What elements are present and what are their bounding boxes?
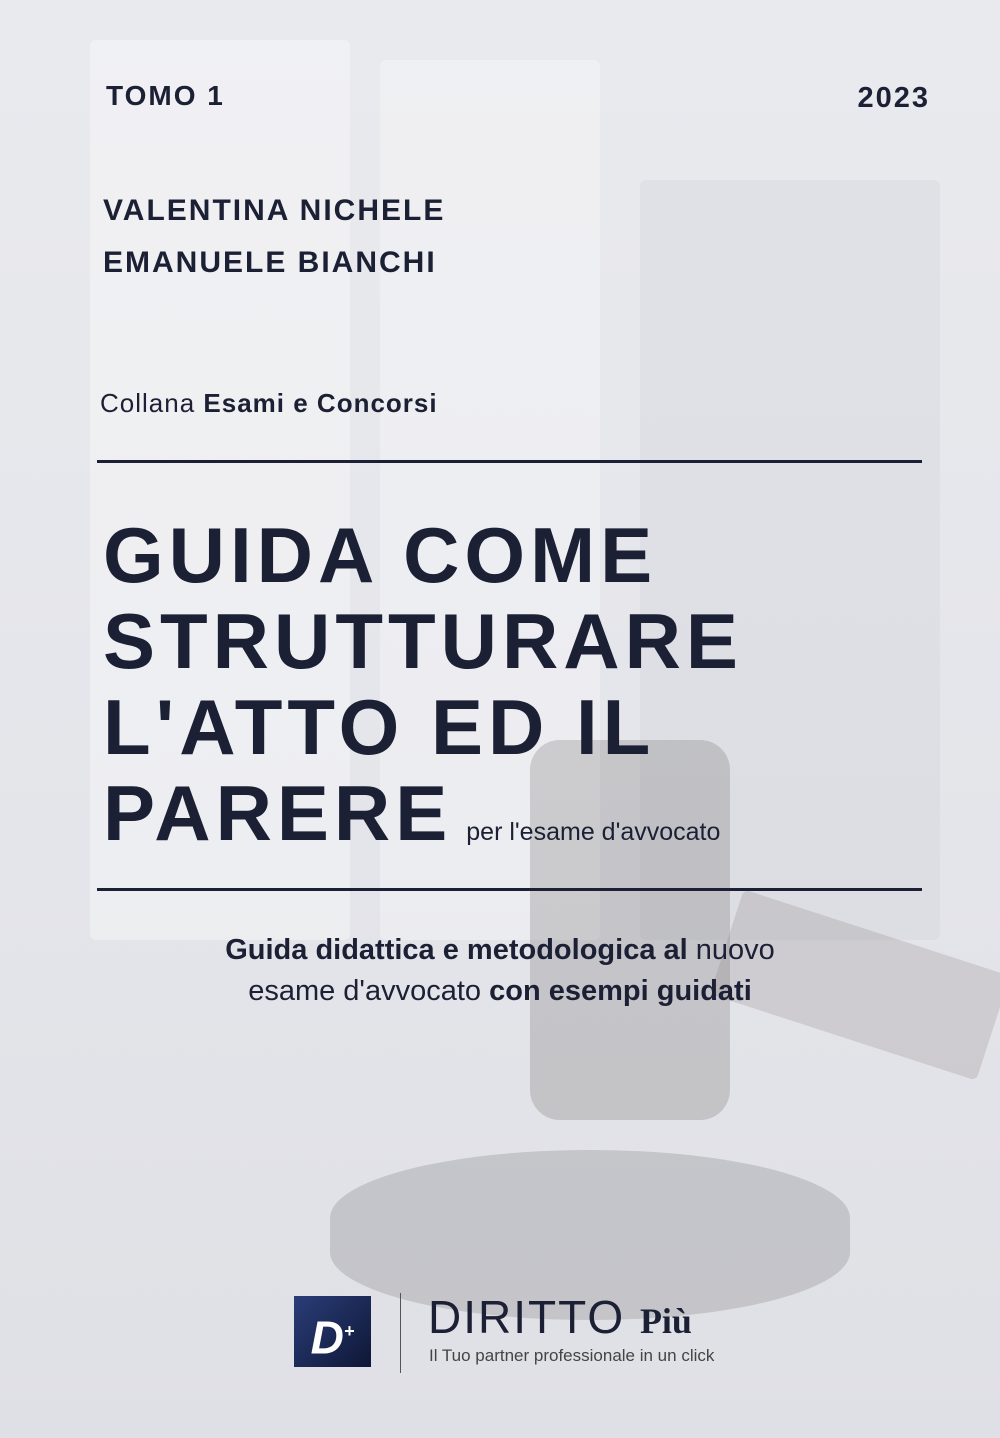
logo-plus: + <box>343 1321 355 1341</box>
logo-separator <box>400 1293 401 1373</box>
subtitle-regular: esame d'avvocato <box>248 975 482 1007</box>
publisher-name <box>428 1290 692 1344</box>
book-title <box>103 512 743 875</box>
publisher-name-suffix: Più <box>639 1301 692 1341</box>
title-line: L'ATTO ED IL <box>103 683 656 771</box>
subtitle-regular: nuovo <box>695 934 775 966</box>
title-line: GUIDA COME <box>103 511 658 599</box>
logo-letter: D <box>310 1311 344 1364</box>
year: 2023 <box>857 82 930 114</box>
volume-label: TOMO 1 <box>106 80 225 111</box>
subtitle-bold: con esempi guidati <box>489 975 752 1007</box>
publisher-name-main: DIRITTO <box>428 1291 626 1343</box>
subtitle-bold: Guida didattica e metodologica al <box>225 934 688 966</box>
author-2: EMANUELE BIANCHI <box>103 246 437 279</box>
title-line <box>103 770 743 875</box>
series-label <box>100 388 438 419</box>
title-last-word: PARERE <box>103 769 453 857</box>
author-1: VALENTINA NICHELE <box>103 194 446 227</box>
publisher-logo <box>294 1296 371 1367</box>
publisher-tagline: Il Tuo partner professionale in un click <box>429 1346 715 1365</box>
divider-top <box>97 460 922 463</box>
title-line: STRUTTURARE <box>103 597 743 685</box>
series-name: Esami e Concorsi <box>203 388 438 418</box>
subtitle <box>0 930 1000 1012</box>
title-suffix: per l'esame d'avvocato <box>466 818 721 846</box>
divider-bottom <box>97 888 922 891</box>
series-prefix: Collana <box>100 388 196 418</box>
